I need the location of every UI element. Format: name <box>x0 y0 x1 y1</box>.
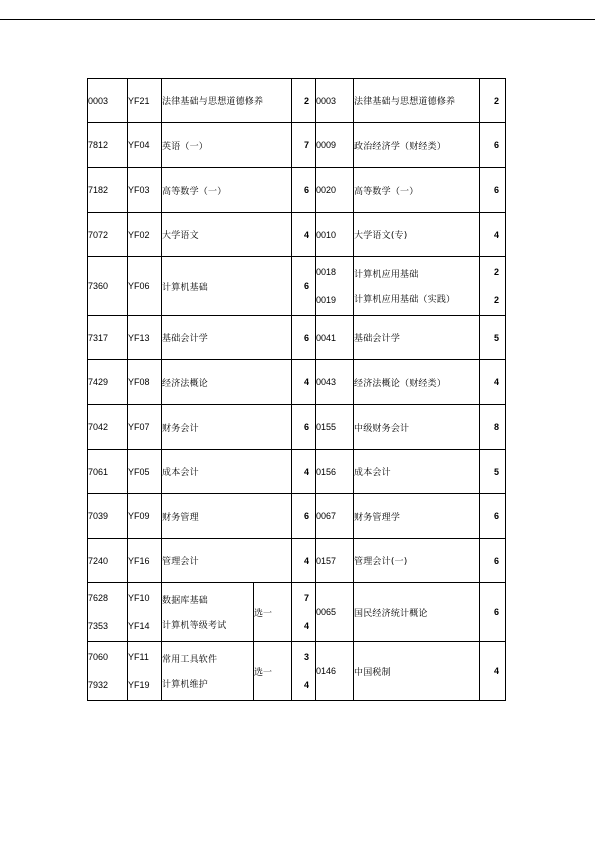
yf-code: YF13 <box>128 316 162 360</box>
new-course-name: 经济法概论（财经类） <box>354 360 480 405</box>
yf-code: YF21 <box>128 79 162 123</box>
old-course-name-line: 常用工具软件 <box>162 655 218 665</box>
old-course-name: 财务会计 <box>162 405 292 450</box>
new-course-name: 法律基础与思想道德修养 <box>354 79 480 123</box>
old-course-name: 经济法概论 <box>162 360 292 405</box>
old-course-name: 大学语文 <box>162 213 292 257</box>
new-course-code: 0020 <box>316 168 354 213</box>
old-credit-line: 4 <box>304 680 310 690</box>
elective-choose-one-label: 选一 <box>254 583 292 642</box>
table-body <box>88 79 506 701</box>
yf-code: YF02 <box>128 213 162 257</box>
old-credit: 4 <box>292 213 316 257</box>
table-row <box>88 257 506 316</box>
old-credit: 7 <box>292 123 316 168</box>
old-course-name <box>162 583 254 642</box>
yf-code: YF03 <box>128 168 162 213</box>
new-credit: 4 <box>480 642 506 701</box>
old-course-code: 7812 <box>88 123 128 168</box>
new-course-name: 国民经济统计概论 <box>354 583 480 642</box>
yf-code: YF08 <box>128 360 162 405</box>
old-course-code: 7240 <box>88 539 128 583</box>
yf-code: YF16 <box>128 539 162 583</box>
old-course-name: 管理会计 <box>162 539 292 583</box>
new-credit-line: 2 <box>494 295 500 305</box>
old-course-code: 7317 <box>88 316 128 360</box>
new-course-code: 0157 <box>316 539 354 583</box>
old-course-name: 高等数学（一） <box>162 168 292 213</box>
old-course-code <box>88 583 128 642</box>
old-course-code: 7429 <box>88 360 128 405</box>
old-credit-line: 7 <box>304 593 310 603</box>
old-course-name: 基础会计学 <box>162 316 292 360</box>
old-credit: 6 <box>292 494 316 539</box>
new-course-code: 0067 <box>316 494 354 539</box>
new-course-code-line: 0018 <box>316 267 337 277</box>
old-course-code: 7061 <box>88 450 128 494</box>
old-credit: 6 <box>292 168 316 213</box>
yf-code: YF09 <box>128 494 162 539</box>
new-course-name-line: 计算机应用基础 <box>354 270 419 280</box>
new-course-name: 大学语文(专) <box>354 213 480 257</box>
yf-code <box>128 583 162 642</box>
new-course-name: 中国税制 <box>354 642 480 701</box>
old-credit <box>292 642 316 701</box>
table-row <box>88 168 506 213</box>
table-row <box>88 79 506 123</box>
new-credit: 6 <box>480 494 506 539</box>
new-course-name <box>354 257 480 316</box>
yf-code-line: YF14 <box>128 621 150 631</box>
new-course-code: 0009 <box>316 123 354 168</box>
table-row <box>88 316 506 360</box>
table-row <box>88 123 506 168</box>
old-course-code: 7360 <box>88 257 128 316</box>
new-course-name-line: 计算机应用基础（实践） <box>354 295 456 305</box>
new-course-name: 成本会计 <box>354 450 480 494</box>
new-credit: 2 <box>480 79 506 123</box>
old-course-name-line: 计算机维护 <box>162 680 209 690</box>
new-course-code: 0155 <box>316 405 354 450</box>
new-credit <box>480 257 506 316</box>
new-course-code: 0041 <box>316 316 354 360</box>
new-course-name: 基础会计学 <box>354 316 480 360</box>
new-course-name: 政治经济学（财经类） <box>354 123 480 168</box>
new-credit: 6 <box>480 583 506 642</box>
table-row <box>88 213 506 257</box>
table-row <box>88 360 506 405</box>
new-credit-line: 2 <box>494 267 500 277</box>
old-credit: 6 <box>292 405 316 450</box>
old-course-code-line: 7353 <box>88 621 109 631</box>
new-credit: 4 <box>480 213 506 257</box>
old-credit: 6 <box>292 257 316 316</box>
old-course-code-line: 7932 <box>88 680 109 690</box>
old-course-name: 英语（一） <box>162 123 292 168</box>
yf-code: YF04 <box>128 123 162 168</box>
old-credit <box>292 583 316 642</box>
old-credit: 6 <box>292 316 316 360</box>
new-course-code: 0065 <box>316 583 354 642</box>
new-course-code: 0146 <box>316 642 354 701</box>
new-credit: 5 <box>480 450 506 494</box>
new-course-code-line: 0019 <box>316 295 337 305</box>
new-course-code: 0003 <box>316 79 354 123</box>
new-credit: 6 <box>480 123 506 168</box>
old-credit-line: 4 <box>304 621 310 631</box>
new-course-code: 0156 <box>316 450 354 494</box>
new-course-name: 高等数学（一） <box>354 168 480 213</box>
new-course-code: 0043 <box>316 360 354 405</box>
new-credit: 6 <box>480 539 506 583</box>
old-course-name-line: 数据库基础 <box>162 596 209 606</box>
yf-code: YF06 <box>128 257 162 316</box>
yf-code-line: YF10 <box>128 593 150 603</box>
new-credit: 4 <box>480 360 506 405</box>
new-credit: 5 <box>480 316 506 360</box>
yf-code <box>128 642 162 701</box>
new-course-code: 0010 <box>316 213 354 257</box>
table-row <box>88 494 506 539</box>
old-course-code: 7042 <box>88 405 128 450</box>
old-course-name: 财务管理 <box>162 494 292 539</box>
yf-code: YF07 <box>128 405 162 450</box>
old-course-code: 7182 <box>88 168 128 213</box>
old-course-code: 0003 <box>88 79 128 123</box>
table-row <box>88 405 506 450</box>
new-course-name: 财务管理学 <box>354 494 480 539</box>
new-credit: 8 <box>480 405 506 450</box>
elective-table-row <box>88 642 506 701</box>
new-course-name: 中级财务会计 <box>354 405 480 450</box>
old-course-name: 成本会计 <box>162 450 292 494</box>
yf-code: YF05 <box>128 450 162 494</box>
old-course-code: 7039 <box>88 494 128 539</box>
old-course-code: 7072 <box>88 213 128 257</box>
old-credit: 2 <box>292 79 316 123</box>
old-credit-line: 3 <box>304 652 310 662</box>
elective-choose-one-label: 选一 <box>254 642 292 701</box>
old-course-code <box>88 642 128 701</box>
page-header-rule <box>0 19 595 20</box>
old-course-name <box>162 642 254 701</box>
table-row <box>88 450 506 494</box>
new-course-name: 管理会计(一) <box>354 539 480 583</box>
new-credit: 6 <box>480 168 506 213</box>
elective-table-row <box>88 583 506 642</box>
old-credit: 4 <box>292 450 316 494</box>
table-row <box>88 539 506 583</box>
course-mapping-table <box>87 78 506 701</box>
old-credit: 4 <box>292 360 316 405</box>
old-credit: 4 <box>292 539 316 583</box>
old-course-name: 法律基础与思想道德修养 <box>162 79 292 123</box>
old-course-name: 计算机基础 <box>162 257 292 316</box>
old-course-code-line: 7060 <box>88 652 109 662</box>
old-course-name-line: 计算机等级考试 <box>162 621 227 631</box>
yf-code-line: YF11 <box>128 652 149 662</box>
yf-code-line: YF19 <box>128 680 150 690</box>
new-course-code <box>316 257 354 316</box>
old-course-code-line: 7628 <box>88 593 109 603</box>
